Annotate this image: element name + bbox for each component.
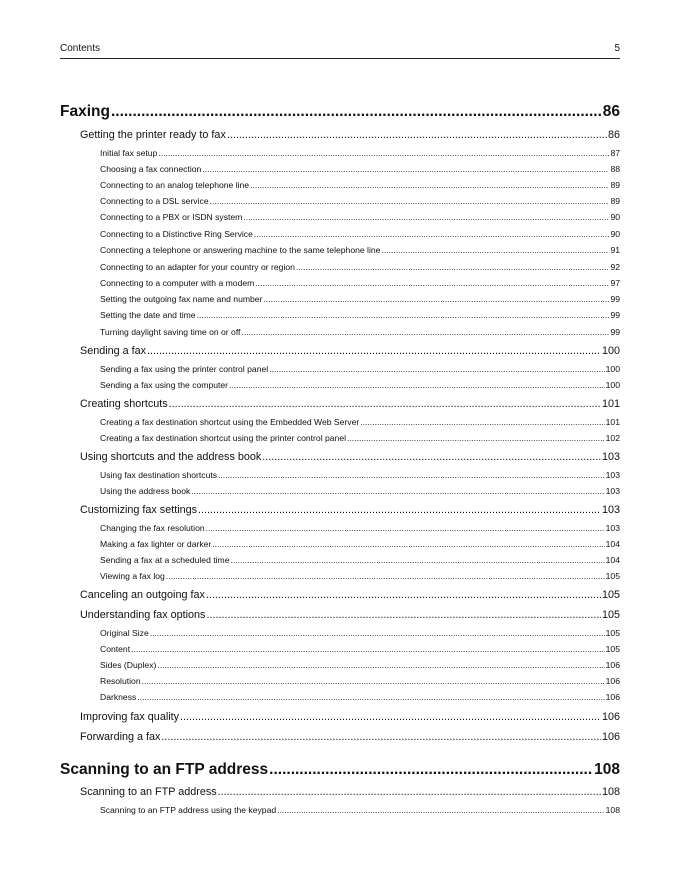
toc-leader — [347, 433, 605, 443]
toc-entry-page: 106 — [605, 676, 620, 686]
toc-entry-title: Sides (Duplex) — [100, 660, 157, 670]
toc-entry-subsection[interactable] — [100, 676, 620, 688]
toc-entry-title: Forwarding a fax — [80, 731, 161, 743]
toc-leader — [206, 589, 601, 601]
toc-entry-title: Viewing a fax log — [100, 571, 165, 581]
toc-entry-page: 104 — [605, 539, 620, 549]
toc-entry-title: Scanning to an FTP address — [60, 761, 269, 778]
toc-entry-subsection[interactable] — [100, 294, 620, 306]
toc-entry-subsection[interactable] — [100, 660, 620, 672]
toc-entry-page: 100 — [605, 364, 620, 374]
toc-entry-page: 97 — [610, 278, 620, 288]
toc-entry-title: Resolution — [100, 676, 141, 686]
header-page-number: 5 — [614, 43, 620, 54]
toc-entry-subsection[interactable] — [100, 555, 620, 567]
toc-entry-title: Improving fax quality — [80, 711, 180, 723]
toc-entry-chapter[interactable] — [60, 761, 620, 781]
toc-leader — [269, 364, 604, 374]
toc-entry-subsection[interactable] — [100, 433, 620, 445]
toc-leader — [229, 380, 605, 390]
toc-entry-title: Original Size — [100, 628, 149, 638]
toc-leader — [202, 164, 609, 174]
toc-leader — [254, 229, 610, 239]
toc-entry-subsection[interactable] — [100, 262, 620, 274]
toc-entry-page: 105 — [601, 589, 620, 601]
toc-leader — [250, 180, 609, 190]
toc-entry-page: 101 — [601, 398, 620, 410]
toc-entry-title: Content — [100, 644, 131, 654]
toc-entry-title: Connecting to a Distinctive Ring Service — [100, 229, 253, 239]
toc-entry-page: 86 — [602, 103, 620, 120]
toc-leader — [131, 644, 605, 654]
toc-entry-page: 106 — [605, 660, 620, 670]
toc-entry-page: 106 — [601, 711, 620, 723]
toc-leader — [262, 451, 601, 463]
toc-entry-page: 105 — [605, 628, 620, 638]
toc-entry-title: Sending a fax at a scheduled time — [100, 555, 230, 565]
toc-leader — [150, 628, 605, 638]
toc-entry-title: Scanning to an FTP address using the keypad — [100, 805, 277, 815]
toc-entry-page: 108 — [594, 761, 620, 778]
toc-leader — [169, 398, 601, 410]
toc-entry-title: Canceling an outgoing fax — [80, 589, 205, 601]
toc-leader — [255, 278, 609, 288]
toc-entry-page: 105 — [605, 644, 620, 654]
toc-entry-section[interactable] — [80, 398, 620, 412]
toc-leader — [206, 523, 605, 533]
toc-entry-section[interactable] — [80, 451, 620, 465]
toc-entry-subsection[interactable] — [100, 805, 620, 817]
toc-entry-subsection[interactable] — [100, 417, 620, 429]
toc-entry-subsection[interactable] — [100, 628, 620, 640]
toc-entry-title: Creating a fax destination shortcut using the Embedded Web Server — [100, 417, 360, 427]
toc-entry-page: 99 — [610, 310, 620, 320]
toc-entry-page: 99 — [610, 294, 620, 304]
toc-entry-subsection[interactable] — [100, 278, 620, 290]
toc-leader — [142, 676, 605, 686]
toc-entry-page: 103 — [605, 523, 620, 533]
header-title: Contents — [60, 43, 101, 54]
toc-entry-title: Using the address book — [100, 486, 191, 496]
toc-entry-section[interactable] — [80, 786, 620, 800]
toc-entry-title: Creating shortcuts — [80, 398, 168, 410]
toc-entry-subsection[interactable] — [100, 327, 620, 339]
toc-entry-page: 100 — [601, 345, 620, 357]
toc-leader — [241, 327, 609, 337]
toc-entry-title: Connecting a telephone or answering machine to the same telephone line — [100, 245, 381, 255]
toc-leader — [157, 660, 604, 670]
toc-leader — [137, 692, 604, 702]
toc-entry-page: 105 — [601, 609, 620, 621]
toc-entry-title: Connecting to a PBX or ISDN system — [100, 212, 243, 222]
toc-entry-page: 99 — [610, 327, 620, 337]
toc-entry-section[interactable] — [80, 504, 620, 518]
toc-entry-title: Customizing fax settings — [80, 504, 198, 516]
toc-entry-title: Darkness — [100, 692, 137, 702]
toc-leader — [227, 129, 607, 141]
toc-entry-page: 101 — [605, 417, 620, 427]
toc-entry-page: 103 — [601, 451, 620, 463]
toc-leader — [277, 805, 605, 815]
toc-entry-title: Understanding fax options — [80, 609, 206, 621]
toc-entry-title: Sending a fax using the computer — [100, 380, 229, 390]
toc-entry-page: 103 — [605, 486, 620, 496]
toc-entry-title: Using fax destination shortcuts — [100, 470, 218, 480]
toc-entry-page: 103 — [605, 470, 620, 480]
toc-entry-section[interactable] — [80, 711, 620, 725]
toc-leader — [111, 103, 602, 121]
toc-entry-page: 106 — [601, 731, 620, 743]
toc-leader — [197, 310, 610, 320]
toc-entry-subsection[interactable] — [100, 571, 620, 583]
toc-entry-page: 91 — [610, 245, 620, 255]
toc-entry-page: 89 — [610, 196, 620, 206]
toc-entry-subsection[interactable] — [100, 148, 620, 160]
toc-entry-subsection[interactable] — [100, 486, 620, 498]
toc-entry-subsection[interactable] — [100, 164, 620, 176]
toc-entry-page: 87 — [610, 148, 620, 158]
toc-entry-title: Connecting to a computer with a modem — [100, 278, 255, 288]
toc-entry-section[interactable] — [80, 731, 620, 745]
toc-entry-page: 90 — [610, 212, 620, 222]
toc-entry-page: 90 — [610, 229, 620, 239]
toc-entry-subsection[interactable] — [100, 470, 620, 482]
toc-entry-section[interactable] — [80, 345, 620, 359]
toc-leader — [218, 470, 605, 480]
toc-leader — [180, 711, 601, 723]
toc-entry-subsection[interactable] — [100, 180, 620, 192]
toc-leader — [191, 486, 604, 496]
toc-entry-title: Faxing — [60, 103, 110, 120]
toc-entry-page: 88 — [610, 164, 620, 174]
toc-leader — [147, 345, 601, 357]
toc-entry-page: 102 — [605, 433, 620, 443]
toc-entry-title: Scanning to an FTP address — [80, 786, 217, 798]
toc-entry-title: Turning daylight saving time on or off — [100, 327, 241, 337]
toc-entry-title: Using shortcuts and the address book — [80, 451, 262, 463]
toc-entry-title: Changing the fax resolution — [100, 523, 205, 533]
toc-leader — [360, 417, 604, 427]
toc-entry-title: Setting the outgoing fax name and number — [100, 294, 263, 304]
toc-leader — [269, 761, 593, 779]
toc-entry-title: Connecting to an analog telephone line — [100, 180, 250, 190]
toc-entry-page: 108 — [605, 805, 620, 815]
toc-entry-subsection[interactable] — [100, 539, 620, 551]
toc-entry-page: 105 — [605, 571, 620, 581]
toc-leader — [212, 539, 604, 549]
toc-leader — [381, 245, 609, 255]
toc-entry-section[interactable] — [80, 129, 620, 143]
toc-entry-page: 100 — [605, 380, 620, 390]
toc-entry-title: Initial fax setup — [100, 148, 158, 158]
toc-entry-subsection[interactable] — [100, 523, 620, 535]
toc-leader — [263, 294, 609, 304]
toc-entry-subsection[interactable] — [100, 245, 620, 257]
toc-entry-chapter[interactable] — [60, 103, 620, 123]
toc-entry-page: 92 — [610, 262, 620, 272]
toc-entry-section[interactable] — [80, 589, 620, 603]
toc-entry-page: 106 — [605, 692, 620, 702]
toc-entry-subsection[interactable] — [100, 692, 620, 704]
toc-leader — [161, 731, 601, 743]
toc-leader — [296, 262, 610, 272]
toc-leader — [210, 196, 610, 206]
toc-entry-subsection[interactable] — [100, 380, 620, 392]
toc-entry-subsection[interactable] — [100, 212, 620, 224]
toc-entry-title: Creating a fax destination shortcut using the printer control panel — [100, 433, 347, 443]
toc-entry-subsection[interactable] — [100, 229, 620, 241]
toc-entry-title: Sending a fax — [80, 345, 147, 357]
toc-entry-title: Choosing a fax connection — [100, 164, 202, 174]
toc-leader — [243, 212, 609, 222]
toc-leader — [166, 571, 605, 581]
toc-entry-title: Getting the printer ready to fax — [80, 129, 226, 141]
toc-entry-title: Connecting to a DSL service — [100, 196, 209, 206]
toc-entry-page: 104 — [605, 555, 620, 565]
toc-entry-page: 108 — [601, 786, 620, 798]
toc-entry-title: Setting the date and time — [100, 310, 196, 320]
toc-leader — [158, 148, 609, 158]
toc-entry-subsection[interactable] — [100, 196, 620, 208]
toc-entry-subsection[interactable] — [100, 644, 620, 656]
toc-entry-title: Making a fax lighter or darker — [100, 539, 212, 549]
toc-leader — [198, 504, 601, 516]
toc-entry-title: Sending a fax using the printer control panel — [100, 364, 269, 374]
toc-leader — [218, 786, 601, 798]
toc-entry-section[interactable] — [80, 609, 620, 623]
toc-entry-page: 103 — [601, 504, 620, 516]
toc-leader — [206, 609, 601, 621]
toc-entry-page: 89 — [610, 180, 620, 190]
toc-entry-page: 86 — [607, 129, 620, 141]
toc-entry-title: Connecting to an adapter for your country or region — [100, 262, 295, 272]
toc-entry-subsection[interactable] — [100, 310, 620, 322]
toc-leader — [230, 555, 604, 565]
toc-entry-subsection[interactable] — [100, 364, 620, 376]
